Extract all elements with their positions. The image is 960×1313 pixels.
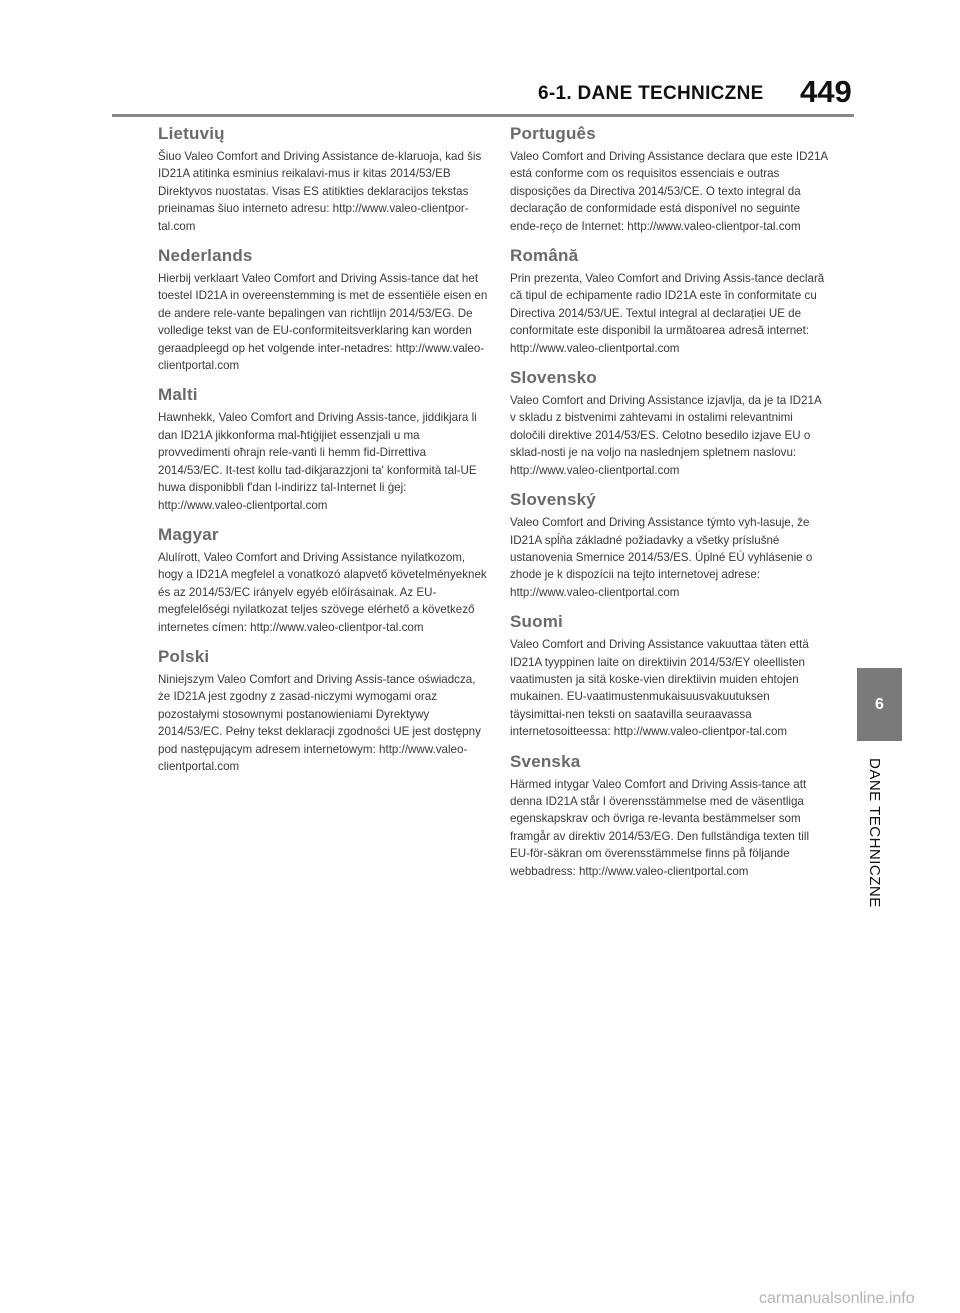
language-heading: Polski [158,646,210,666]
page-header [0,0,960,120]
section-label: 6-1. DANE TECHNICZNE [538,83,764,104]
language-block-polski [158,647,488,775]
language-block-malti [158,385,488,513]
language-block-svenska [510,752,828,880]
language-text: Härmed intygar Valeo Comfort and Driving Assis-tance att denna ID21A står I överensstämmelse med de väsentliga egenskapskrav och övriga re-levanta bestämmelser som framgår av direktiv 2014/53/EG. Den fullständiga texten till EU-för-säkran om överensstämmelse finns på följande webbadress: http://www.valeo-clientportal.com [510,777,810,878]
language-text: Alulírott, Valeo Comfort and Driving Assistance nyilatkozom, hogy a ID21A megfelel a vonatkozó alapvető követelményeknek és az 2014/53/EC irányelv egyéb előírásainak. Az EU-megfelelőségi nyilatkozat teljes szövege elérhető a következő internetes címen: http://www.valeo-clientpor-tal.com [158,550,487,634]
language-block-slovensko [510,368,828,479]
language-heading: Română [510,246,579,266]
right-column [510,124,828,891]
language-block-slovensky [510,490,828,601]
chapter-tab: 6 [857,668,902,741]
language-heading: Suomi [510,612,563,632]
language-heading: Lietuvių [158,124,225,143]
language-heading: Nederlands [158,246,253,266]
language-block-portugues [510,124,828,235]
language-heading: Slovenský [510,490,596,510]
language-block-magyar [158,525,488,636]
language-text: Valeo Comfort and Driving Assistance vakuuttaa täten että ID21A tyyppinen laite on direktiivin 2014/53/EY oleellisten vaatimusten ja sitä koske-vien direktiivin muiden ehtojen mukainen. EU-vaatimustenmukaisuusvakuutuksen täysimittai-nen teksti on saatavilla seuraavassa internetosoitteessa: http://www.valeo-clientpor-tal.com [510,638,809,739]
language-heading: Svenska [510,751,581,771]
left-column [158,124,488,786]
language-block-nederlands [158,246,488,374]
chapter-side-title: DANE TECHNICZNE [866,758,883,908]
header-rule [112,114,854,117]
language-heading: Magyar [158,524,219,544]
language-heading: Malti [158,385,198,405]
language-heading: Slovensko [510,368,597,388]
language-text: Prin prezenta, Valeo Comfort and Driving Assis-tance declară că tipul de echipamente radio ID21A este în conformitate cu Directiva 2014/53/UE. Textul integral al declarației UE de conformitate este disponibil la următoarea adresă internet: http://www.valeo-clientportal.com [510,272,825,355]
language-text: Šiuo Valeo Comfort and Driving Assistance de-klaruoja, kad šis ID21A atitinka esminius reikalavi-mus ir kitas 2014/53/EB Direktyvos nuostatas. Visas ES atitikties deklaracijos tekstas prieinamas šiuo interneto adresu: http://www.valeo-clientpor-tal.com [158,150,482,233]
language-heading: Português [510,124,596,143]
language-text: Hawnhekk, Valeo Comfort and Driving Assis-tance, jiddikjara li dan ID21A jikkonforma mal-ħtiġijiet essenzjali u ma provvedimenti oħrajn rele-vanti li hemm fid-Dirrettiva 2014/53/EC. It-test kollu tad-dikjarazzjoni ta' konformità tal-UE huwa disponibbli f'dan l-indirizz tal-Internet li ġej: http://www.valeo-clientportal.com [158,411,477,512]
watermark: carmanualsonline.info [759,1290,915,1307]
language-block-suomi [510,612,828,740]
language-text: Niniejszym Valeo Comfort and Driving Assis-tance oświadcza, że ID21A jest zgodny z zasad-niczymi wymogami oraz pozostałymi stosownymi postanowieniami Dyrektywy 2014/53/EC. Pełny tekst deklaracji zgodności UE jest dostępny pod następującym adresem internetowym: http://www.valeo-clientportal.com [158,672,481,773]
language-text: Hierbij verklaart Valeo Comfort and Driving Assis-tance dat het toestel ID21A in overeenstemming is met de essentiële eisen en de andere rele-vante bepalingen van richtlijn 2014/53/EG. De volledige tekst van de EU-conformiteitsverklaring kan worden geraadpleegd op het volgende inter-netadres: http://www.valeo-clientportal.com [158,272,488,373]
page-number: 449 [800,74,852,109]
language-block-lietuviu [158,124,488,235]
language-text: Valeo Comfort and Driving Assistance izjavlja, da je ta ID21A v skladu z bistvenimi zahtevami in ostalimi relevantnimi določili direktive 2014/53/ES. Celotno besedilo izjave EU o sklad-nosti je na voljo na naslednjem spletnem naslovu: http://www.valeo-clientportal.com [510,394,822,477]
language-block-romana [510,246,828,357]
language-text: Valeo Comfort and Driving Assistance declara que este ID21A está conforme com os requisitos essenciais e outras disposições da Directiva 2014/53/CE. O texto integral da declaração de conformidade está disponível no seguinte ende-reço de Internet: http://www.valeo-clientpor-tal.com [510,150,828,233]
language-text: Valeo Comfort and Driving Assistance týmto vyh-lasuje, že ID21A spĺňa základné požiadavky a všetky príslušné ustanovenia Smernice 2014/53/ES. Úplné EÚ vyhlásenie o zhode je k dispozícii na tejto internetovej adrese: http://www.valeo-clientportal.com [510,516,813,599]
